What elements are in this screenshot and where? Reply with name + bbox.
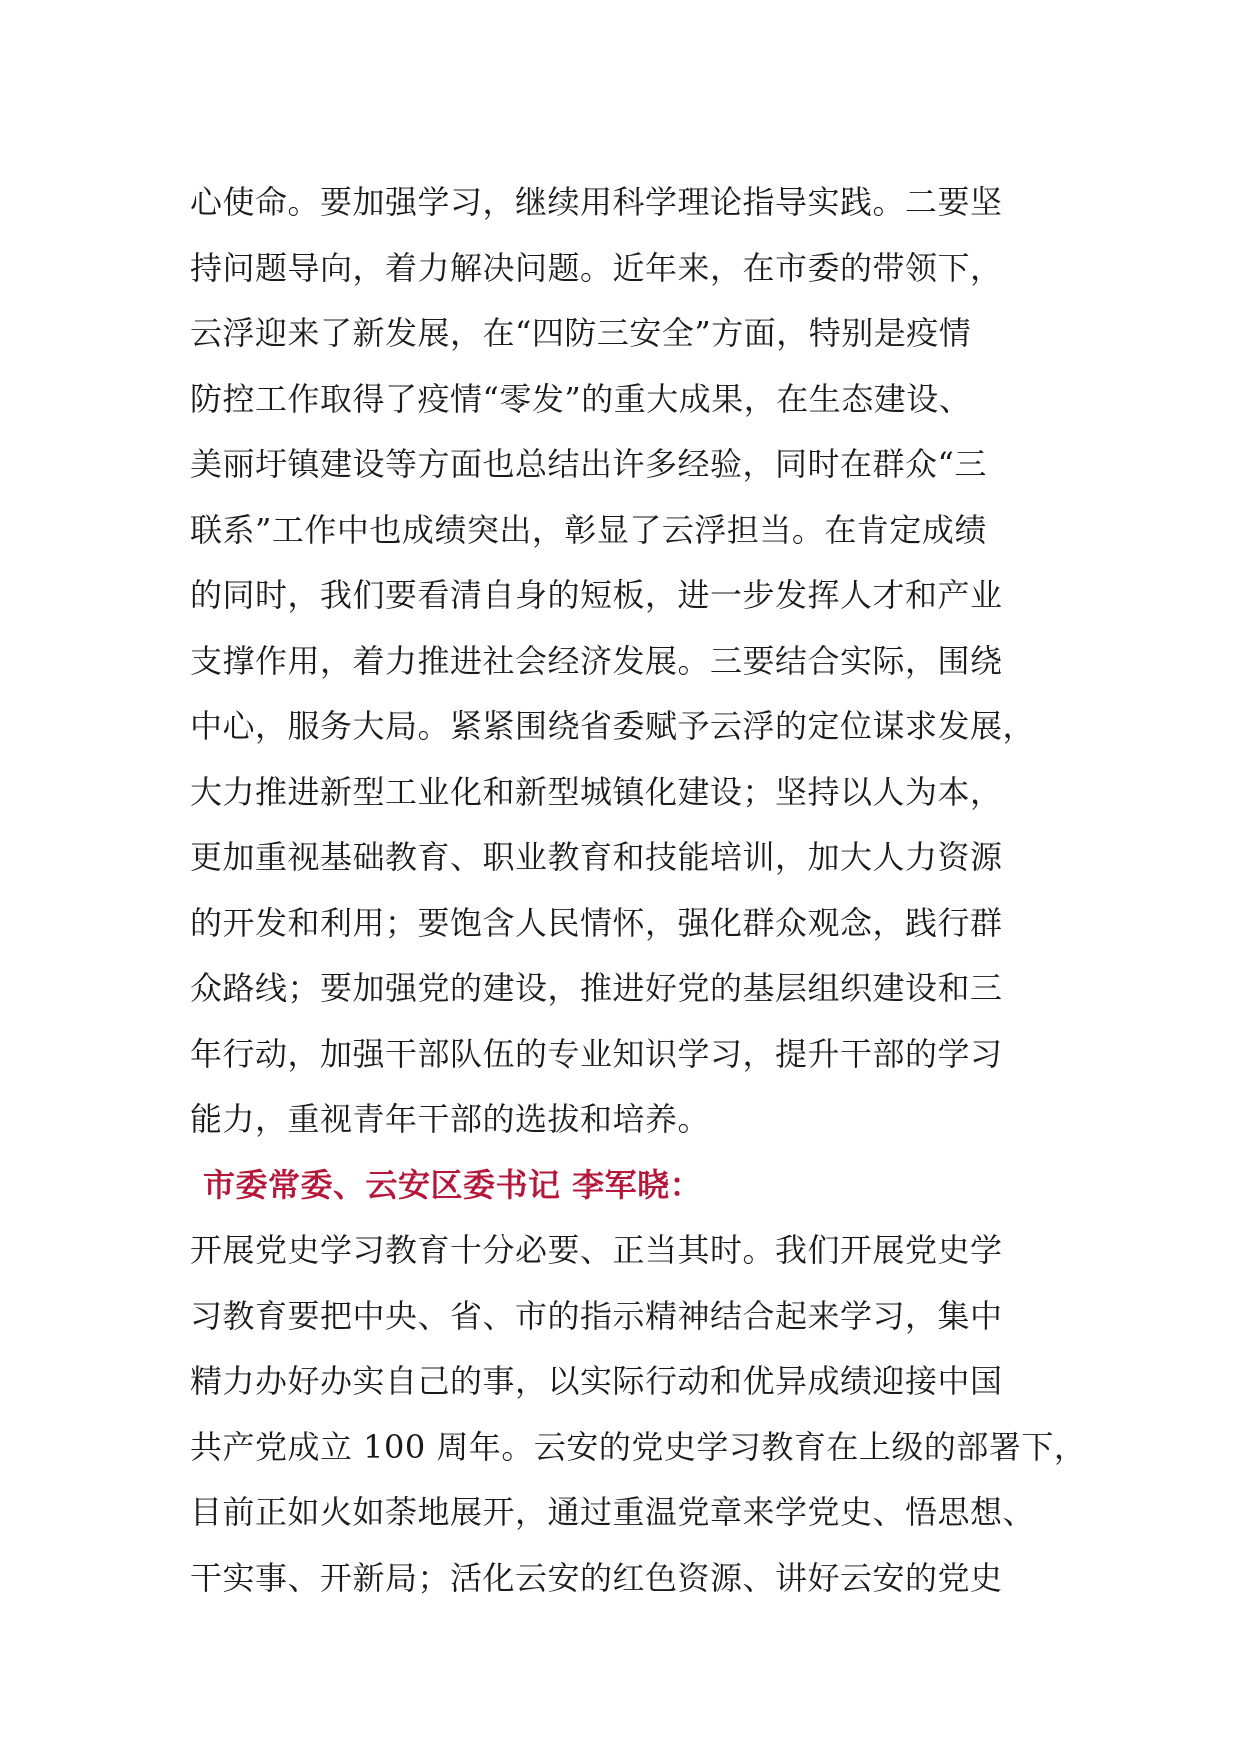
paragraph-line: 的同时，我们要看清自身的短板，进一步发挥人才和产业 bbox=[190, 576, 1003, 614]
paragraph-line: 干实事、开新局；活化云安的红色资源、讲好云安的党史 bbox=[190, 1559, 1003, 1597]
paragraph-line: 持问题导向，着力解决问题。近年来，在市委的带领下， bbox=[190, 249, 1003, 287]
paragraph-line: 年行动，加强干部队伍的专业知识学习，提升干部的学习 bbox=[190, 1035, 1003, 1073]
paragraph-line: 精力办好办实自己的事，以实际行动和优异成绩迎接中国 bbox=[190, 1362, 1003, 1400]
paragraph-line: 美丽圩镇建设等方面也总结出许多经验，同时在群众“三 bbox=[190, 445, 987, 483]
paragraph-line: 心使命。要加强学习，继续用科学理论指导实践。二要坚 bbox=[190, 183, 1003, 221]
paragraph-line: 更加重视基础教育、职业教育和技能培训，加大人力资源 bbox=[190, 838, 1003, 876]
paragraph-line: 目前正如火如荼地展开，通过重温党章来学党史、悟思想、 bbox=[190, 1493, 1036, 1531]
paragraph-line: 中心，服务大局。紧紧围绕省委赋予云浮的定位谋求发展， bbox=[190, 707, 1036, 745]
speaker-heading: 市委常委、云安区委书记 李军晓： bbox=[203, 1166, 703, 1204]
paragraph-line: 的开发和利用；要饱含人民情怀，强化群众观念，践行群 bbox=[190, 904, 1003, 942]
paragraph-line: 云浮迎来了新发展，在“四防三安全”方面，特别是疫情 bbox=[190, 314, 972, 352]
paragraph-line: 众路线；要加强党的建设，推进好党的基层组织建设和三 bbox=[190, 969, 1003, 1007]
paragraph-line: 支撑作用，着力推进社会经济发展。三要结合实际，围绕 bbox=[190, 642, 1003, 680]
paragraph-line: 开展党史学习教育十分必要、正当其时。我们开展党史学 bbox=[190, 1231, 1003, 1269]
paragraph-line: 防控工作取得了疫情“零发”的重大成果，在生态建设、 bbox=[190, 380, 972, 418]
paragraph-line: 习教育要把中央、省、市的指示精神结合起来学习，集中 bbox=[190, 1297, 1003, 1335]
paragraph-line: 大力推进新型工业化和新型城镇化建设；坚持以人为本， bbox=[190, 773, 1003, 811]
paragraph-line: 联系”工作中也成绩突出，彰显了云浮担当。在肯定成绩 bbox=[190, 511, 987, 549]
paragraph-line: 共产党成立 100 周年。云安的党史学习教育在上级的部署下， bbox=[190, 1428, 1087, 1466]
paragraph-line: 能力，重视青年干部的选拔和培养。 bbox=[190, 1100, 711, 1138]
